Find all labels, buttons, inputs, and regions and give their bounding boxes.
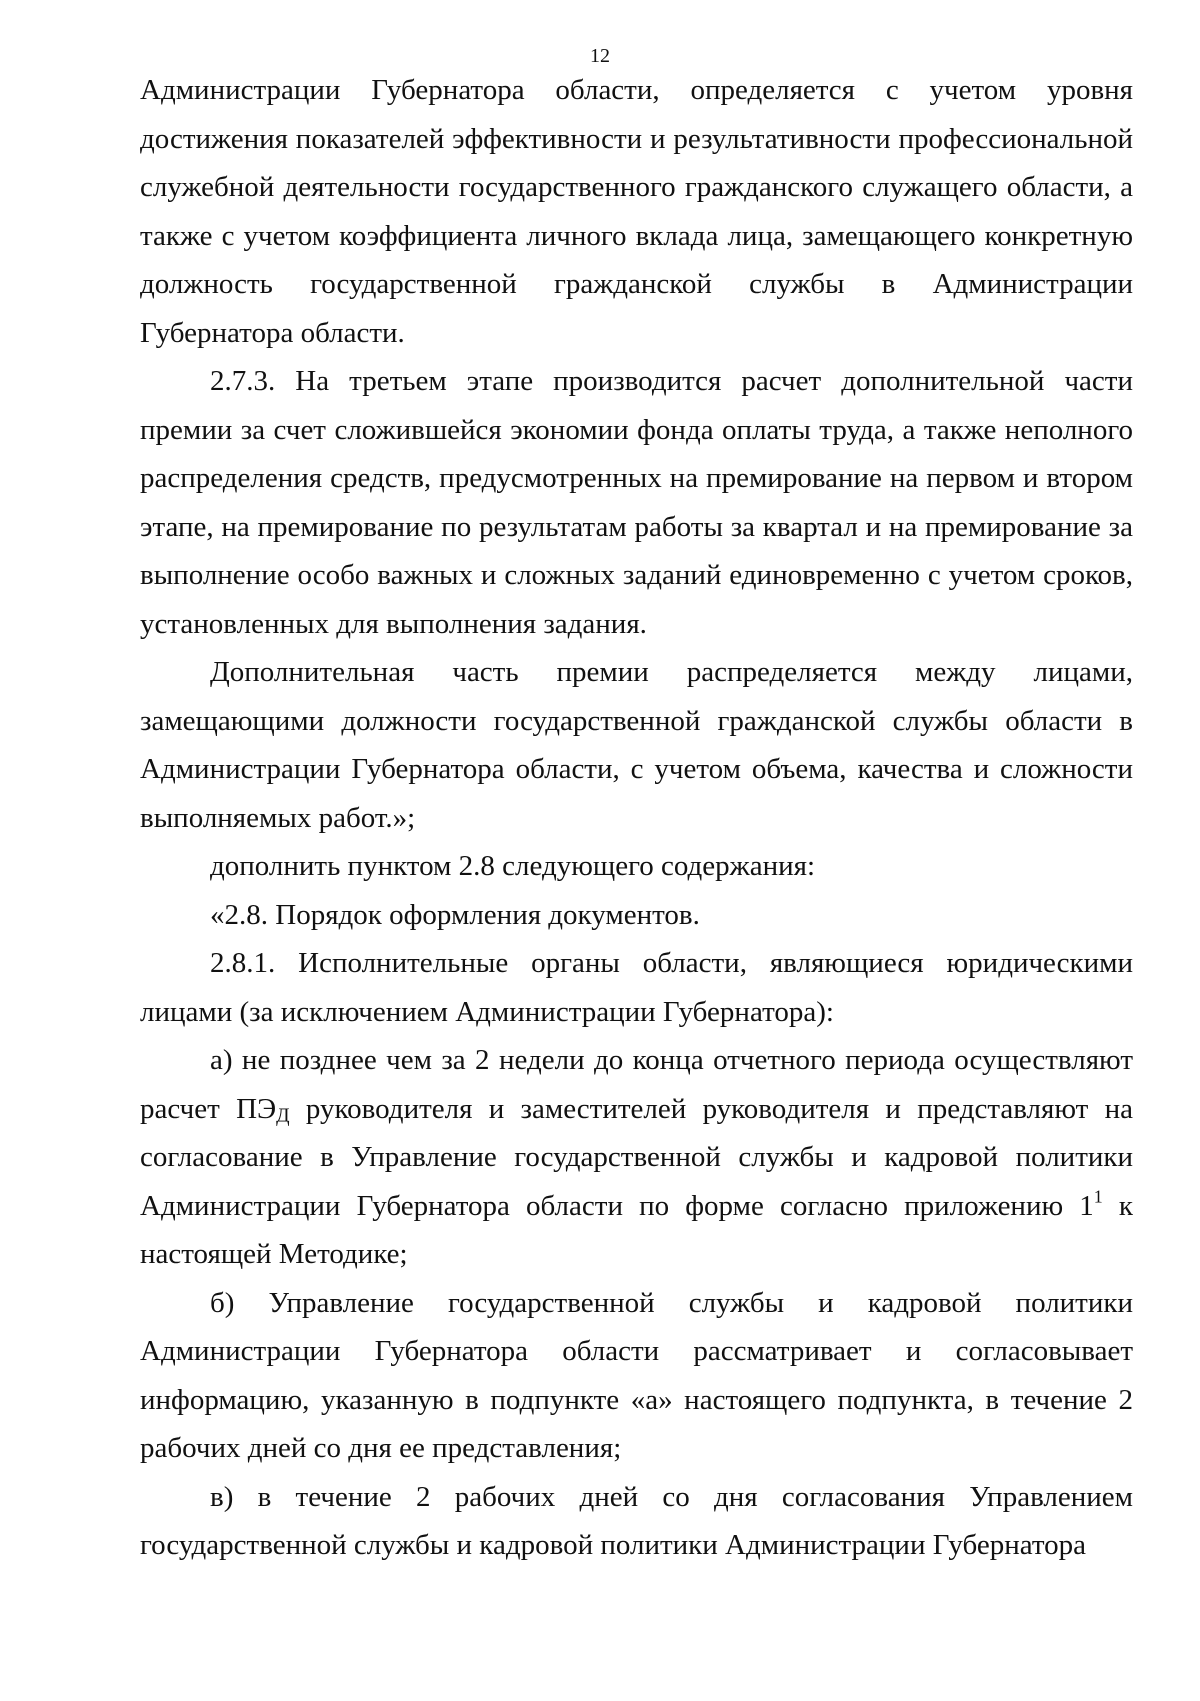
- item-a-subscript: Д: [276, 1104, 290, 1127]
- item-a-superscript: 1: [1093, 1185, 1103, 1206]
- paragraph-2-7-3: 2.7.3. На третьем этапе производится расчет дополнительной части премии за счет сложившейся экономии фонда оплаты труда, а также неполного распределения средств, предусмотренных на премирование на первом и втором этапе, на премирование по результатам работы за квартал и на премирование за выполнение особо важных и сложных заданий единовременно с учетом сроков, установленных для выполнения задания.: [140, 365, 1133, 640]
- paragraph-2-8-1: 2.8.1. Исполнительные органы области, являющиеся юридическими лицами (за исключением Администрации Губернатора):: [140, 947, 1133, 1028]
- paragraph-additional-bonus: Дополнительная часть премии распределяется между лицами, замещающими должности государственной гражданской службы области в Администрации Губернатора области, с учетом объема, качества и сложности выполняемых работ.»;: [140, 656, 1133, 834]
- item-a-text-2: руководителя и заместителей руководителя и представляют на согласование в Управление государственной службы и кадровой политики Администрации Губернатора области по форме согласно приложению 1: [140, 1092, 1133, 1222]
- paragraph-item-b: б) Управление государственной службы и кадровой политики Администрации Губернатора области рассматривает и согласовывает информацию, указанную в подпункте «а» настоящего подпункта, в течение 2 рабочих дней со дня ее представления;: [140, 1286, 1133, 1464]
- paragraph-item-a: [140, 1036, 1133, 1279]
- item-a-text-1: а) не позднее чем за 2 недели до конца отчетного периода осуществляют расчет ПЭ: [140, 1044, 1133, 1125]
- paragraph-continuation: Администрации Губернатора области, определяется с учетом уровня достижения показателей эффективности и результативности профессиональной служебной деятельности государственного гражданского служащего области, а также с учетом коэффициента личного вклада лица, замещающего конкретную должность государственной гражданской службы в Администрации Губернатора области.: [140, 74, 1133, 349]
- item-a-text-3: к настоящей Методике;: [140, 1189, 1133, 1270]
- paragraph-amendment-intro: дополнить пунктом 2.8 следующего содержания:: [210, 850, 816, 882]
- document-body: [140, 66, 1133, 1570]
- paragraph-2-8-heading: «2.8. Порядок оформления документов.: [210, 898, 700, 931]
- paragraph-item-v: в) в течение 2 рабочих дней со дня согласования Управлением государственной службы и кадровой политики Администрации Губернатора: [140, 1480, 1133, 1561]
- page-number: 12: [590, 45, 610, 67]
